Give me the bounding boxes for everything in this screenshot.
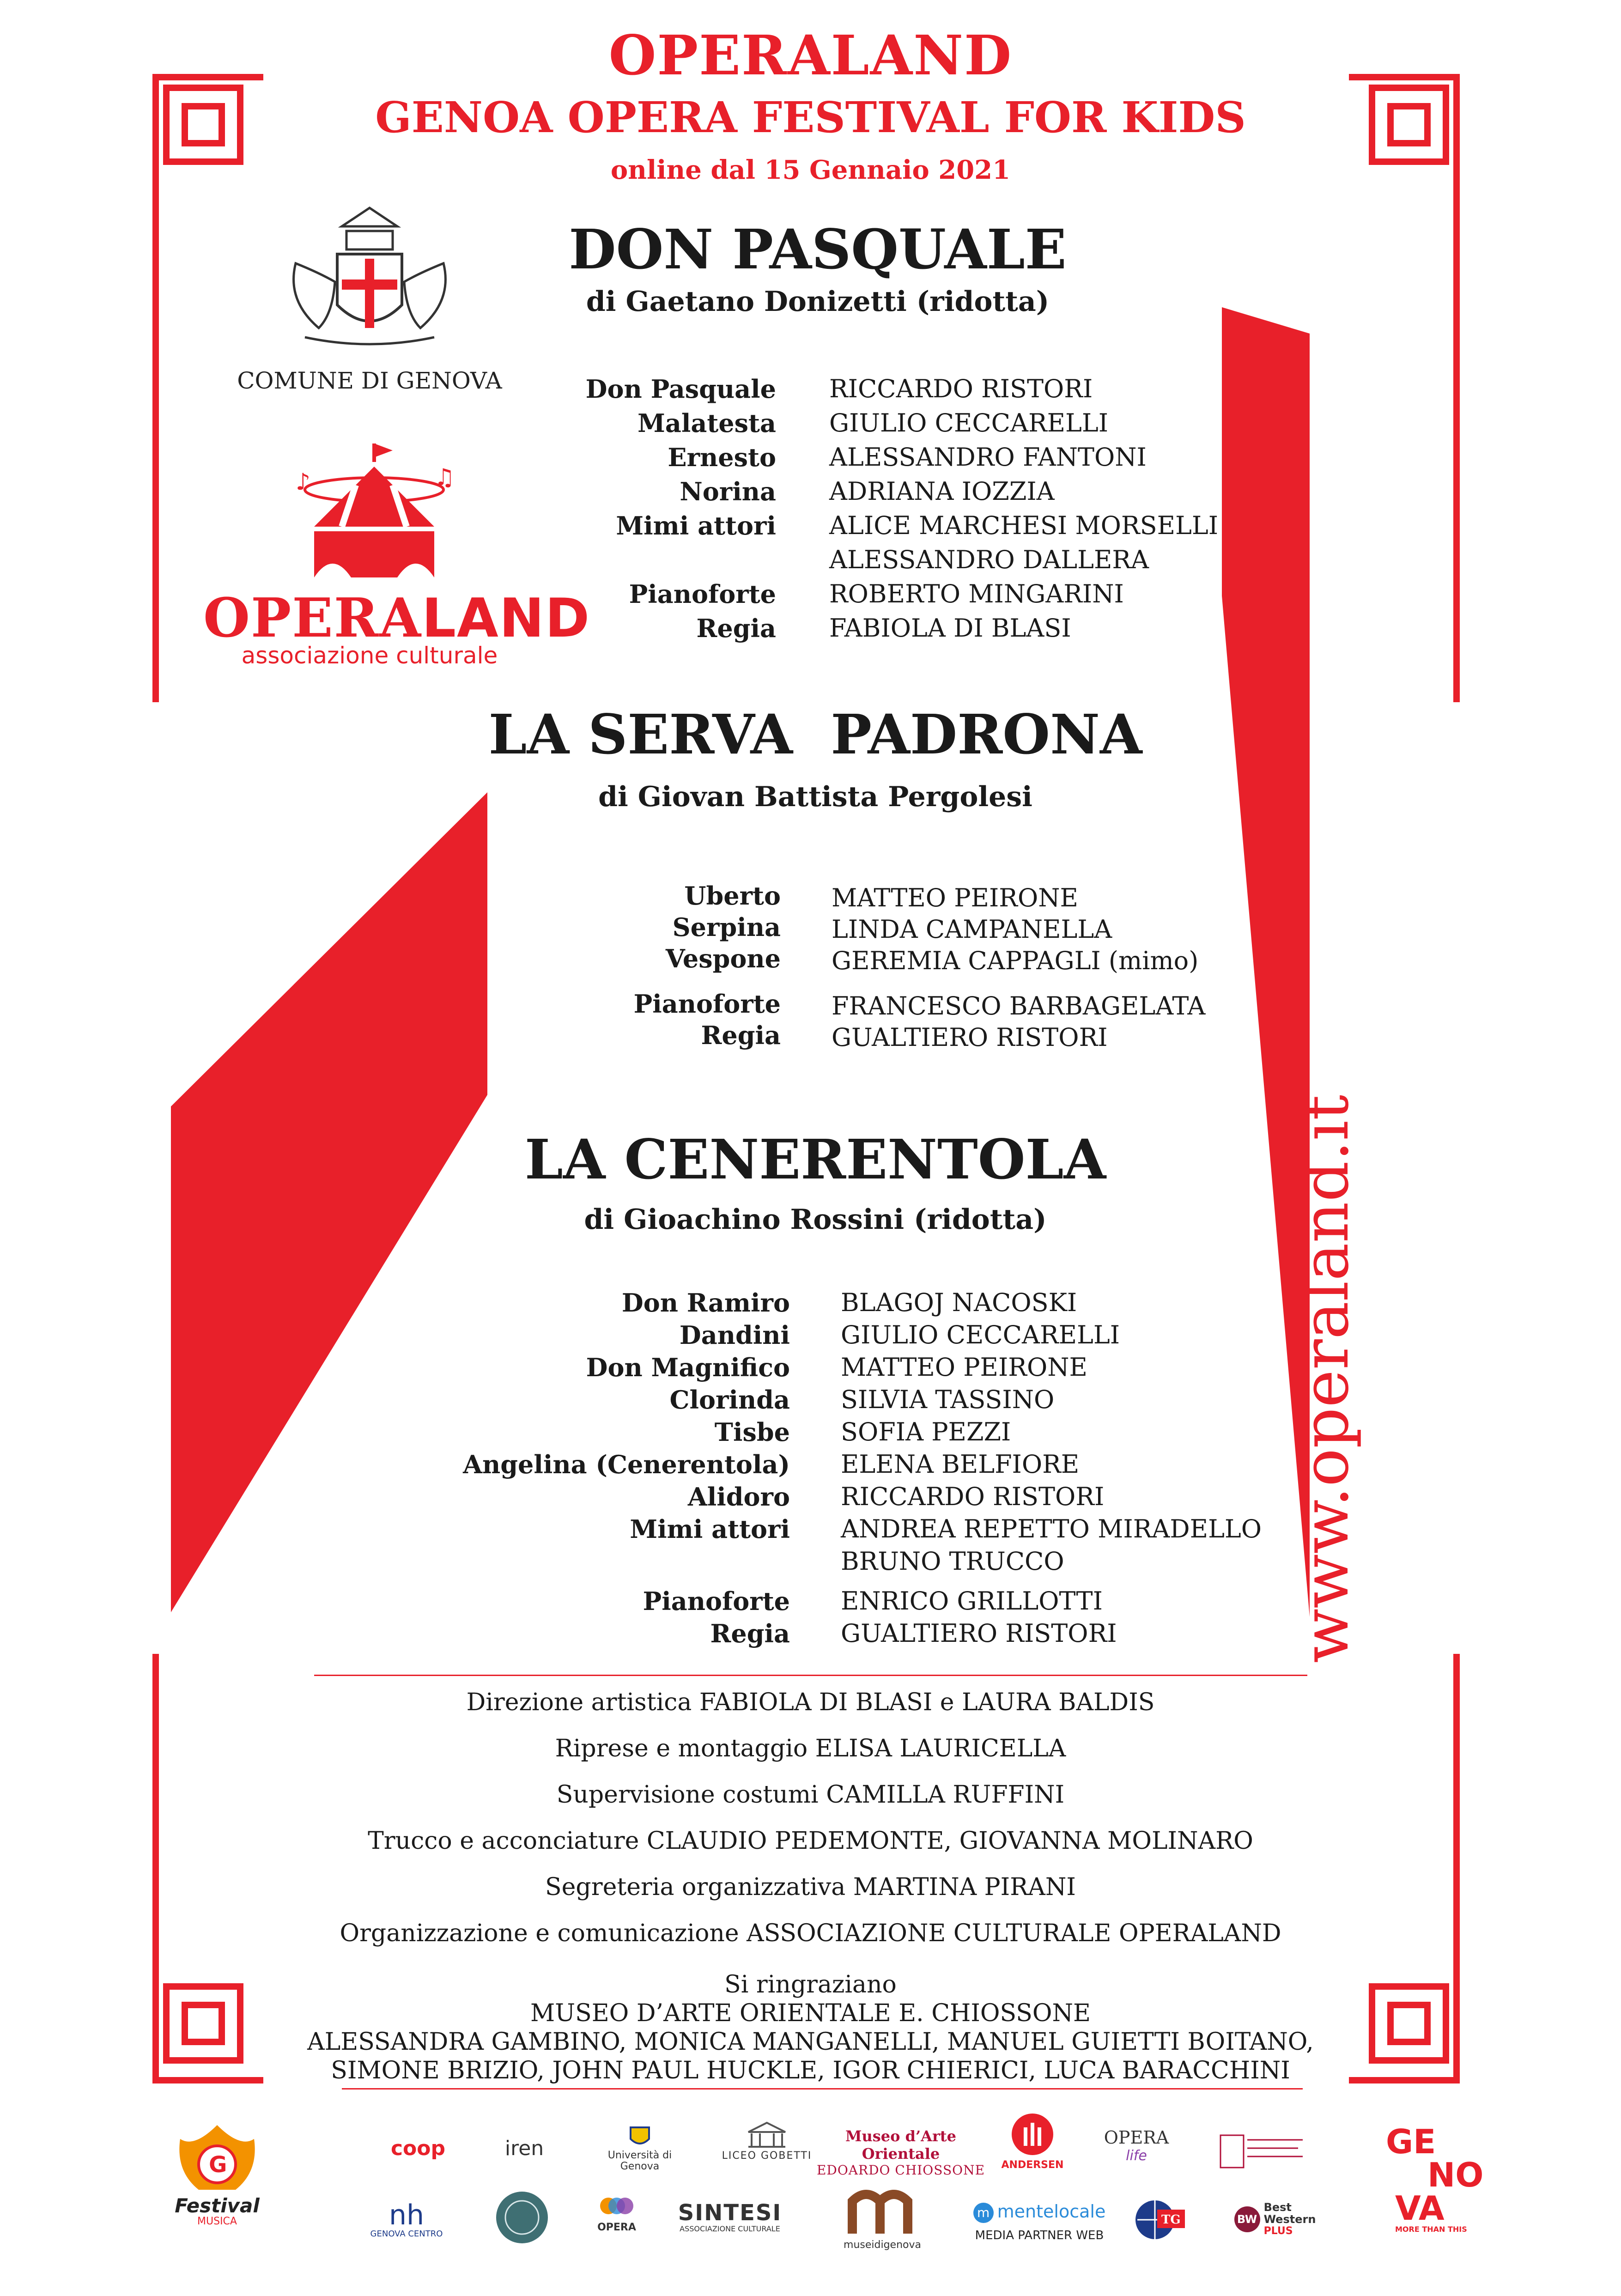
iren-logo: iren xyxy=(504,2137,544,2160)
role: Angelina (Cenerentola) xyxy=(463,1450,790,1479)
opera-subtitle-serva-padrona: di Giovan Battista Pergolesi xyxy=(598,781,1032,813)
svg-text:♪: ♪ xyxy=(296,468,310,495)
museo-chiossone-logo xyxy=(813,2127,989,2178)
liceo-building-icon xyxy=(746,2120,788,2148)
opera-title-cenerentola: LA CENERENTOLA xyxy=(524,1127,1106,1191)
name: SOFIA PEZZI xyxy=(841,1417,1011,1446)
thanks-line: SIMONE BRIZIO, JOHN PAUL HUCKLE, IGOR CHIERICI, LUCA BARACCHINI xyxy=(331,2057,1290,2084)
thanks-heading: Si ringraziano xyxy=(724,1971,897,1998)
svg-text:G: G xyxy=(209,2152,227,2178)
mentelocale-label xyxy=(952,2201,1127,2223)
cast-roles-serva-padrona xyxy=(508,880,781,1051)
festival-flame-icon xyxy=(166,2120,268,2194)
sintesi-sub: ASSOCIAZIONE CULTURALE xyxy=(680,2224,780,2233)
sintesi-label: SINTESI xyxy=(678,2200,782,2226)
credit-organizzazione: Organizzazione e comunicazione ASSOCIAZIONE CULTURALE OPERALAND xyxy=(340,1919,1281,1947)
name: GIULIO CECCARELLI xyxy=(829,408,1109,437)
role: Don Pasquale xyxy=(585,374,776,404)
nh-label: nh xyxy=(389,2199,425,2231)
tg-label: TG xyxy=(1161,2213,1181,2227)
role: Regia xyxy=(701,1020,781,1050)
bw-text xyxy=(1264,2201,1316,2237)
opera-life-label: OPERA xyxy=(1104,2127,1169,2148)
credit-trucco: Trucco e acconciature CLAUDIO PEDEMONTE, GIOVANNA MOLINARO xyxy=(368,1827,1253,1855)
cast-names-serva-padrona xyxy=(832,882,1238,1053)
nh-sub: GENOVA CENTRO xyxy=(370,2229,443,2239)
liceo-label: LICEO GOBETTI xyxy=(722,2150,812,2162)
name: GEREMIA CAPPAGLI (mimo) xyxy=(832,946,1199,975)
role: Uberto xyxy=(684,881,781,911)
name: ALESSANDRO DALLERA xyxy=(829,545,1149,574)
mentelocale-m-icon: m xyxy=(973,2203,994,2223)
unige-label: Università di Genova xyxy=(607,2150,672,2172)
name: FRANCESCO BARBAGELATA xyxy=(832,991,1206,1020)
museo-line2: EDOARDO CHIOSSONE xyxy=(816,2162,985,2178)
opera-title-serva-padrona: LA SERVA PADRONA xyxy=(488,702,1142,766)
separator-top xyxy=(314,1675,1307,1676)
name: RICCARDO RISTORI xyxy=(829,374,1093,403)
opera-colorful-logo xyxy=(589,2192,644,2233)
media-partner-label: MEDIA PARTNER WEB xyxy=(975,2228,1104,2242)
name: ROBERTO MINGARINI xyxy=(829,579,1124,608)
cast-roles-cenerentola xyxy=(416,1287,790,1650)
operaland-wordmark-a: OPERA xyxy=(203,587,422,650)
tg-globe-icon xyxy=(1132,2197,1187,2243)
svg-text:♫: ♫ xyxy=(434,464,455,491)
genova-sub: MORE THAN THIS xyxy=(1395,2225,1467,2234)
header-subtitle: GENOA OPERA FESTIVAL FOR KIDS xyxy=(375,92,1246,142)
bw-wrap xyxy=(1229,2201,1321,2237)
role: Ernesto xyxy=(668,443,776,472)
andersen-label: ANDERSEN xyxy=(1001,2159,1064,2171)
bw-line3: PLUS xyxy=(1263,2225,1293,2237)
unige-crest-icon xyxy=(628,2125,651,2148)
mentelocale-text: mentelocale xyxy=(997,2201,1106,2222)
museo-line1: Museo d’Arte Orientale xyxy=(845,2127,956,2162)
bw-line1: Best xyxy=(1263,2201,1292,2214)
cast-names-cenerentola xyxy=(841,1287,1303,1650)
role: Regia xyxy=(696,613,776,643)
operaland-tent-icon xyxy=(286,434,462,587)
name: ENRICO GRILLOTTI xyxy=(841,1586,1103,1616)
cast-names-don-pasquale xyxy=(829,372,1236,645)
bw-line2: Western xyxy=(1263,2213,1316,2226)
bw-badge-icon: BW xyxy=(1234,2206,1260,2232)
name: GUALTIERO RISTORI xyxy=(841,1619,1117,1648)
role: Tisbe xyxy=(714,1417,790,1447)
role: Malatesta xyxy=(637,408,776,438)
website-url[interactable]: www.operaland.it xyxy=(1288,1094,1363,1663)
opera-life-sub: life xyxy=(1126,2148,1147,2164)
unige-logo xyxy=(596,2125,684,2172)
role: Pianoforte xyxy=(643,1586,790,1616)
liceo-logo xyxy=(721,2120,813,2162)
mentelocale-logo xyxy=(952,2201,1127,2242)
thanks-block xyxy=(0,1970,1621,2085)
role: Alidoro xyxy=(687,1482,790,1512)
name: ALICE MARCHESI MORSELLI xyxy=(829,511,1219,540)
name: ELENA BELFIORE xyxy=(841,1450,1080,1479)
thanks-line: MUSEO D’ARTE ORIENTALE E. CHIOSSONE xyxy=(530,1999,1091,2027)
name: GUALTIERO RISTORI xyxy=(832,1023,1108,1052)
comune-di-genova-label: COMUNE DI GENOVA xyxy=(237,367,502,394)
genova-word-b: NO xyxy=(1427,2156,1484,2194)
name: MATTEO PEIRONE xyxy=(841,1353,1087,1382)
opera2-label: OPERA xyxy=(597,2222,636,2233)
genova-word-c: VA xyxy=(1395,2189,1445,2228)
name: ADRIANA IOZZIA xyxy=(829,477,1055,506)
role xyxy=(416,1545,790,1578)
opera-subtitle-don-pasquale: di Gaetano Donizetti (ridotta) xyxy=(586,285,1050,318)
role: Mimi attori xyxy=(630,1514,790,1544)
sintesi-logo xyxy=(674,2201,785,2233)
name: ANDREA REPETTO MIRADELLO xyxy=(841,1514,1262,1543)
credit-segreteria: Segreteria organizzativa MARTINA PIRANI xyxy=(545,1873,1076,1901)
nh-logo xyxy=(365,2201,448,2239)
festival-musica-logo xyxy=(166,2120,268,2227)
musei-label: museidigenova xyxy=(844,2239,921,2251)
credit-riprese: Riprese e montaggio ELISA LAURICELLA xyxy=(555,1735,1066,1762)
andersen-logo xyxy=(998,2111,1067,2171)
genova-more-than-this-logo xyxy=(1377,2122,1515,2234)
cast-roles-don-pasquale xyxy=(508,372,776,645)
credit-costumi: Supervisione costumi CAMILLA RUFFINI xyxy=(556,1781,1065,1809)
opera-life-logo xyxy=(1095,2127,1178,2164)
musei-m-icon xyxy=(848,2187,917,2238)
header-title: OPERALAND xyxy=(608,23,1013,87)
andersen-hand-icon xyxy=(1007,2111,1058,2157)
name: GIULIO CECCARELLI xyxy=(841,1320,1120,1349)
role: Pianoforte xyxy=(633,989,781,1019)
header-date: online dal 15 Gennaio 2021 xyxy=(610,155,1011,185)
thanks-line: ALESSANDRA GAMBINO, MONICA MANGANELLI, MANUEL GUIETTI BOITANO, xyxy=(307,2028,1314,2056)
name: MATTEO PEIRONE xyxy=(832,883,1078,912)
role: Vespone xyxy=(665,944,781,973)
operaland-wordmark xyxy=(203,587,591,650)
role: Don Ramiro xyxy=(621,1288,790,1318)
opera-faces-icon xyxy=(598,2192,635,2220)
name: LINDA CAMPANELLA xyxy=(832,915,1112,944)
role: Norina xyxy=(680,477,776,506)
genova-word-a: GE xyxy=(1386,2122,1436,2161)
role: Pianoforte xyxy=(629,579,776,609)
role: Clorinda xyxy=(669,1385,790,1415)
role xyxy=(508,543,776,577)
operaland-wordmark-b: LAND xyxy=(422,587,591,650)
name: BRUNO TRUCCO xyxy=(841,1547,1064,1576)
coop-logo: coop xyxy=(390,2137,446,2160)
opera-title-don-pasquale: DON PASQUALE xyxy=(569,217,1067,281)
role: Dandini xyxy=(679,1320,790,1350)
amg-logo-icon xyxy=(1220,2134,1307,2171)
name: SILVIA TASSINO xyxy=(841,1385,1055,1414)
genova-coat-of-arms-icon xyxy=(277,199,462,356)
best-western-logo xyxy=(1229,2201,1321,2237)
musei-genova-logo xyxy=(832,2187,933,2250)
festival-label: Festival xyxy=(175,2194,260,2217)
name: RICCARDO RISTORI xyxy=(841,1482,1105,1511)
role: Regia xyxy=(710,1619,790,1648)
role: Serpina xyxy=(672,912,781,942)
separator-bottom xyxy=(342,2088,1303,2089)
name: FABIOLA DI BLASI xyxy=(829,613,1071,643)
name: ALESSANDRO FANTONI xyxy=(829,443,1147,472)
name: BLAGOJ NACOSKI xyxy=(841,1288,1077,1317)
role: Mimi attori xyxy=(616,511,776,541)
opera-subtitle-cenerentola: di Gioachino Rossini (ridotta) xyxy=(584,1203,1047,1236)
festival-sub: MUSICA xyxy=(197,2216,237,2227)
circle-emblem-icon xyxy=(494,2190,550,2245)
credit-direzione: Direzione artistica FABIOLA DI BLASI e LAURA BALDIS xyxy=(466,1689,1155,1716)
operaland-subtitle: associazione culturale xyxy=(241,642,498,669)
role: Don Magnifico xyxy=(586,1353,790,1382)
